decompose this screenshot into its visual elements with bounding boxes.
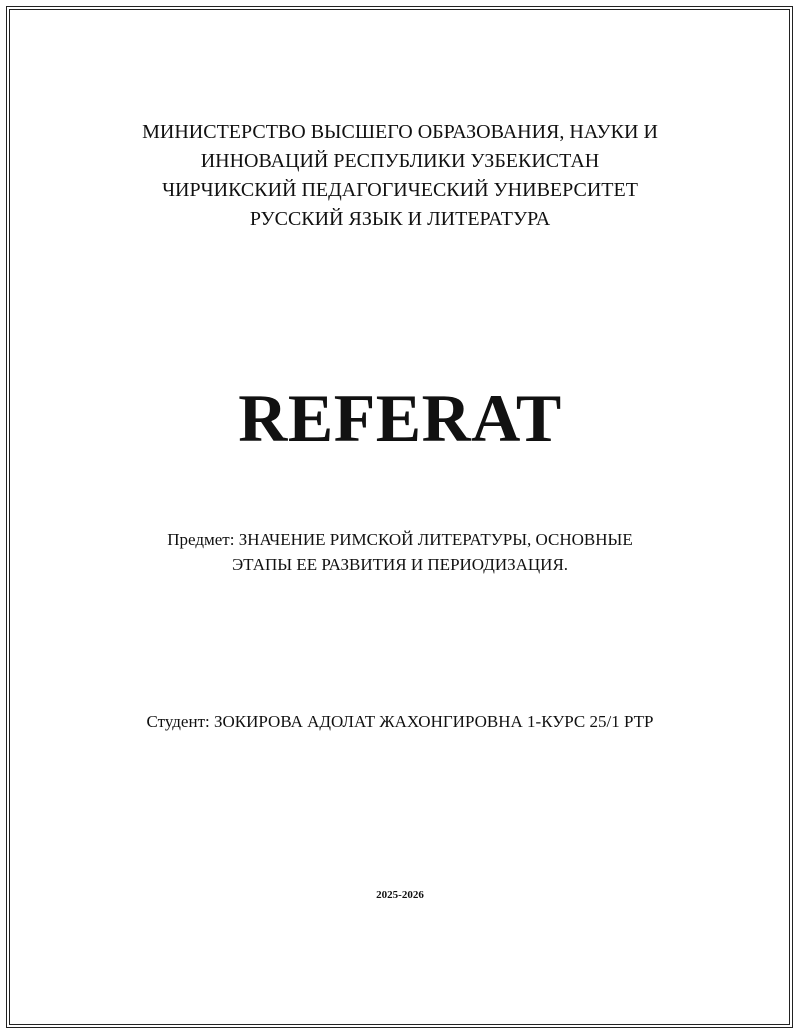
document-title: REFERAT xyxy=(238,380,562,456)
subject-block xyxy=(0,527,800,577)
ministry-line: МИНИСТЕРСТВО ВЫСШЕГО ОБРАЗОВАНИЯ, НАУКИ И xyxy=(142,121,658,143)
student-info: Студент: ЗОКИРОВА АДОЛАТ ЖАХОНГИРОВНА 1-КУРС 25/1 РТР xyxy=(146,712,654,731)
ministry-header xyxy=(0,118,800,234)
department-line: РУССКИЙ ЯЗЫК И ЛИТЕРАТУРА xyxy=(249,208,551,230)
subject-line: Предмет: ЗНАЧЕНИЕ РИМСКОЙ ЛИТЕРАТУРЫ, ОСНОВНЫЕ xyxy=(167,530,633,549)
ministry-line: ИННОВАЦИЙ РЕСПУБЛИКИ УЗБЕКИСТАН xyxy=(200,150,600,172)
academic-year: 2025-2026 xyxy=(376,889,424,901)
university-line: ЧИРЧИКСКИЙ ПЕДАГОГИЧЕСКИЙ УНИВЕРСИТЕТ xyxy=(162,179,638,201)
subject-line: ЭТАПЫ ЕЕ РАЗВИТИЯ И ПЕРИОДИЗАЦИЯ. xyxy=(231,555,569,574)
